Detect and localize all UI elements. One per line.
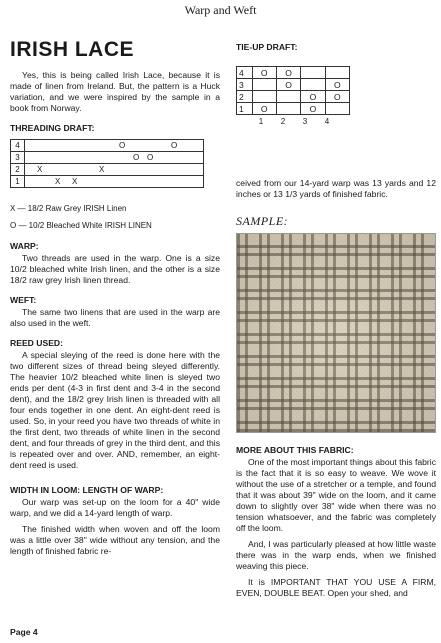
threading-mark-x: X bbox=[99, 165, 105, 174]
more-paragraph-2: And, I was particularly pleased at how little waste there was in the warp ends, when we finished weaving this piece. bbox=[236, 539, 436, 571]
received-paragraph: ceived from our 14-yard warp was 13 yards and 12 inches or 13 1/3 yards of finished fabric. bbox=[236, 178, 436, 199]
fabric-sample-photo bbox=[236, 233, 436, 433]
threading-mark-o: O bbox=[119, 141, 126, 150]
right-column bbox=[236, 38, 436, 599]
threading-mark-x: X bbox=[55, 177, 61, 186]
more-paragraph-1: One of the most important things about this fabric is the fact that it is so easy to weave. We wove it without the use of a stretcher or a temple, and found that it was about 39" wide on the loom, and it came down to slightly over 38" wide when there was no tension whatsoever, and the fabric was completely off the loom. bbox=[236, 457, 436, 533]
tieup-cell: O bbox=[252, 103, 276, 115]
more-heading: MORE ABOUT THIS FABRIC: bbox=[236, 445, 354, 455]
left-column bbox=[10, 38, 220, 557]
tieup-row bbox=[237, 91, 350, 103]
tieup-draft-table bbox=[236, 66, 350, 115]
warp-paragraph: Two threads are used in the warp. One is a size 10/2 bleached white Irish linen, and the other is a size 18/2 raw grey Irish linen thread. bbox=[10, 253, 220, 285]
threading-draft-table bbox=[10, 139, 204, 188]
tieup-cell bbox=[301, 79, 325, 91]
threading-row-number: 3 bbox=[11, 152, 25, 164]
tieup-col-number: 3 bbox=[302, 117, 308, 126]
threading-mark-o: O bbox=[171, 141, 178, 150]
tieup-row bbox=[237, 67, 350, 79]
threading-mark-o: O bbox=[147, 153, 154, 162]
tieup-cell bbox=[301, 67, 325, 79]
threading-mark-o: O bbox=[133, 153, 140, 162]
tieup-cell: O bbox=[276, 79, 300, 91]
tieup-row bbox=[237, 103, 350, 115]
threading-row bbox=[11, 152, 204, 164]
tieup-col-number: 2 bbox=[280, 117, 286, 126]
tieup-cell bbox=[325, 103, 349, 115]
tieup-row-number: 4 bbox=[237, 67, 253, 79]
width-paragraph-1: Our warp was set-up on the loom for a 40" wide warp, and we did a 14-yard length of warp. bbox=[10, 497, 220, 518]
threading-row-number: 1 bbox=[11, 176, 25, 188]
tieup-column-numbers bbox=[236, 117, 350, 126]
more-paragraph-3: It is IMPORTANT THAT YOU USE A FIRM, EVEN, DOUBLE BEAT. Open your shed, and bbox=[236, 577, 436, 598]
tieup-col-number: 4 bbox=[324, 117, 330, 126]
tieup-cell bbox=[252, 79, 276, 91]
tieup-col-number: 1 bbox=[258, 117, 264, 126]
reed-paragraph: A special sleying of the reed is done here with the two different sizes of thread being sleyed differently. The heavier 10/2 bleached white linen is sleyed two ends per dent (4-3 in first dent and 3-4 in the second dent), and the 18/2 grey Irish linen is threaded with all four ends together in one dent. An eight-dent reed is used. So, in your reed you have two threads of white in the first dent, two threads of white linen in the second dent, and four threads of grey in the third dent, and this is repeated over and over. AND, remember, an eight-dent reed is used. bbox=[10, 350, 220, 470]
tieup-cell: O bbox=[325, 79, 349, 91]
threading-mark-x: X bbox=[72, 177, 78, 186]
tieup-cell bbox=[276, 91, 300, 103]
threading-row bbox=[11, 176, 204, 188]
threading-row bbox=[11, 164, 204, 176]
warp-heading: WARP: bbox=[10, 241, 39, 251]
tieup-row-number: 2 bbox=[237, 91, 253, 103]
threading-row bbox=[11, 140, 204, 152]
threading-row-number: 2 bbox=[11, 164, 25, 176]
threading-legend bbox=[10, 202, 220, 232]
page-number: Page 4 bbox=[10, 627, 38, 637]
running-header: Warp and Weft bbox=[184, 3, 257, 17]
tieup-cell bbox=[252, 91, 276, 103]
weft-heading: WEFT: bbox=[10, 295, 37, 305]
threading-row-number: 4 bbox=[11, 140, 25, 152]
tieup-cell bbox=[276, 103, 300, 115]
tieup-row bbox=[237, 79, 350, 91]
article-title: IRISH LACE bbox=[10, 38, 135, 61]
tieup-cell bbox=[325, 67, 349, 79]
legend-x: X — 18/2 Raw Grey IRISH Linen bbox=[10, 204, 127, 213]
sample-heading: SAMPLE: bbox=[236, 214, 289, 228]
tieup-cell: O bbox=[252, 67, 276, 79]
threading-mark-x: X bbox=[37, 165, 43, 174]
tieup-cell: O bbox=[276, 67, 300, 79]
tieup-row-number: 1 bbox=[237, 103, 253, 115]
tieup-cell: O bbox=[301, 103, 325, 115]
reed-heading: REED USED: bbox=[10, 338, 64, 348]
tieup-draft-heading: TIE-UP DRAFT: bbox=[236, 42, 298, 52]
tieup-row-number: 3 bbox=[237, 79, 253, 91]
tieup-cell: O bbox=[325, 91, 349, 103]
legend-o: O — 10/2 Bleached White IRISH LINEN bbox=[10, 221, 152, 230]
intro-paragraph: Yes, this is being called Irish Lace, because it is made of linen from Ireland. But, the pattern is a Huck variation, and we were inspired by the sample in a book from Norway. bbox=[10, 70, 220, 113]
weft-paragraph: The same two linens that are used in the warp are also used in the weft. bbox=[10, 307, 220, 328]
width-paragraph-2: The finished width when woven and off the loom was a little over 38" wide without any tension, and the length of finished fabric re- bbox=[10, 524, 220, 556]
width-heading: WIDTH IN LOOM: LENGTH OF WARP: bbox=[10, 485, 164, 495]
tieup-cell: O bbox=[301, 91, 325, 103]
threading-draft-heading: THREADING DRAFT: bbox=[10, 123, 95, 133]
